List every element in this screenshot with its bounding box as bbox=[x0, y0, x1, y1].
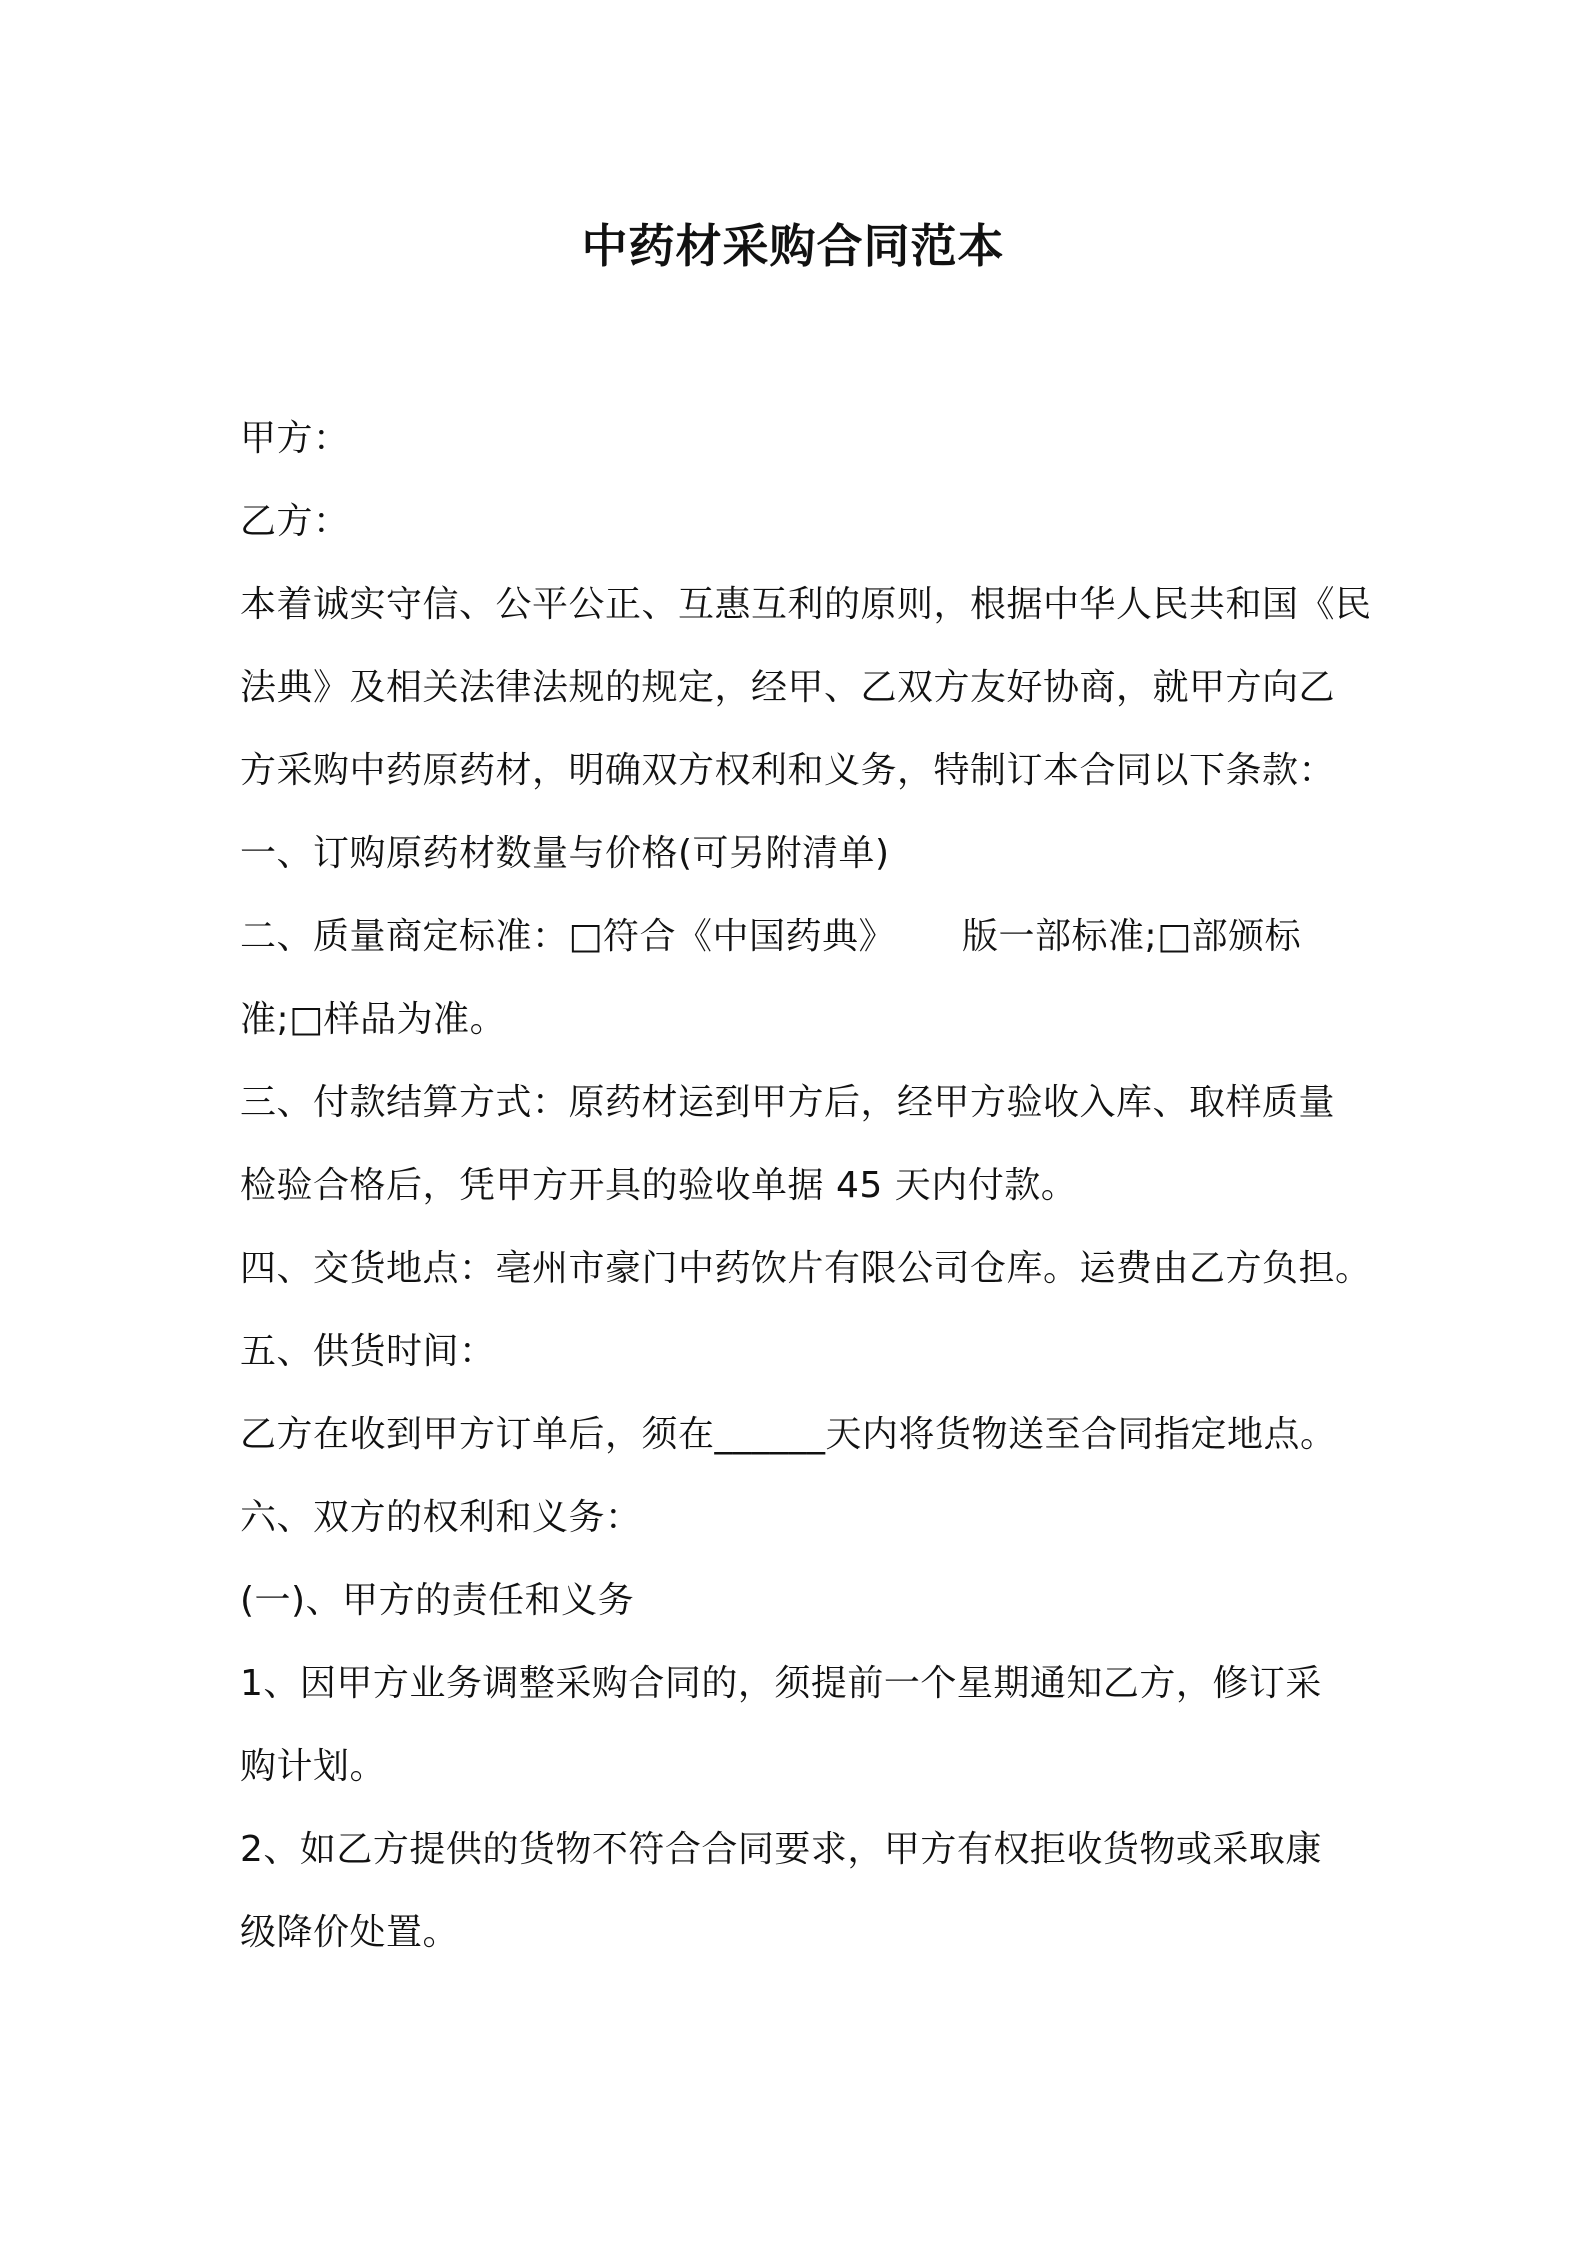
preamble-line-3: 方采购中药原药材，明确双方权利和义务，特制订本合同以下条款： bbox=[240, 750, 1336, 791]
party-a-line: 甲方： bbox=[240, 418, 350, 459]
clause-6-heading: 六、双方的权利和义务： bbox=[240, 1497, 642, 1538]
clause-6-item-2-line-2: 级降价处置。 bbox=[240, 1912, 460, 1953]
document-title: 中药材采购合同范本 bbox=[581, 219, 1005, 273]
clause-5-line: 乙方在收到甲方订单后，须在______天内将货物送至合同指定地点。 bbox=[240, 1414, 1337, 1455]
preamble-line-1: 本着诚实守信、公平公正、互惠互利的原则，根据中华人民共和国《民 bbox=[240, 584, 1372, 625]
party-b-line: 乙方： bbox=[240, 501, 350, 542]
clause-3-line-2: 检验合格后，凭甲方开具的验收单据 45 天内付款。 bbox=[240, 1165, 1078, 1206]
clause-2-line-1: 二、质量商定标准：□符合《中国药典》 版一部标准;□部颁标 bbox=[240, 916, 1302, 957]
clause-3-line-1: 三、付款结算方式：原药材运到甲方后，经甲方验收入库、取样质量 bbox=[240, 1082, 1336, 1123]
clause-6-item-1-line-1: 1、因甲方业务调整采购合同的，须提前一个星期通知乙方，修订采 bbox=[240, 1663, 1322, 1704]
clause-6-item-2-line-1: 2、如乙方提供的货物不符合合同要求，甲方有权拒收货物或采取康 bbox=[240, 1829, 1322, 1870]
clause-6-subheading: (一)、甲方的责任和义务 bbox=[240, 1580, 635, 1621]
contract-body bbox=[240, 397, 1380, 1974]
clause-6-item-1-line-2: 购计划。 bbox=[240, 1746, 387, 1787]
clause-4-line: 四、交货地点：亳州市豪门中药饮片有限公司仓库。运费由乙方负担。 bbox=[240, 1248, 1372, 1289]
preamble-line-2: 法典》及相关法律法规的规定，经甲、乙双方友好协商，就甲方向乙 bbox=[240, 667, 1336, 708]
clause-1-line: 一、订购原药材数量与价格(可另附清单) bbox=[240, 833, 890, 874]
clause-2-line-2: 准;□样品为准。 bbox=[240, 999, 507, 1040]
clause-5-heading: 五、供货时间： bbox=[240, 1331, 496, 1372]
